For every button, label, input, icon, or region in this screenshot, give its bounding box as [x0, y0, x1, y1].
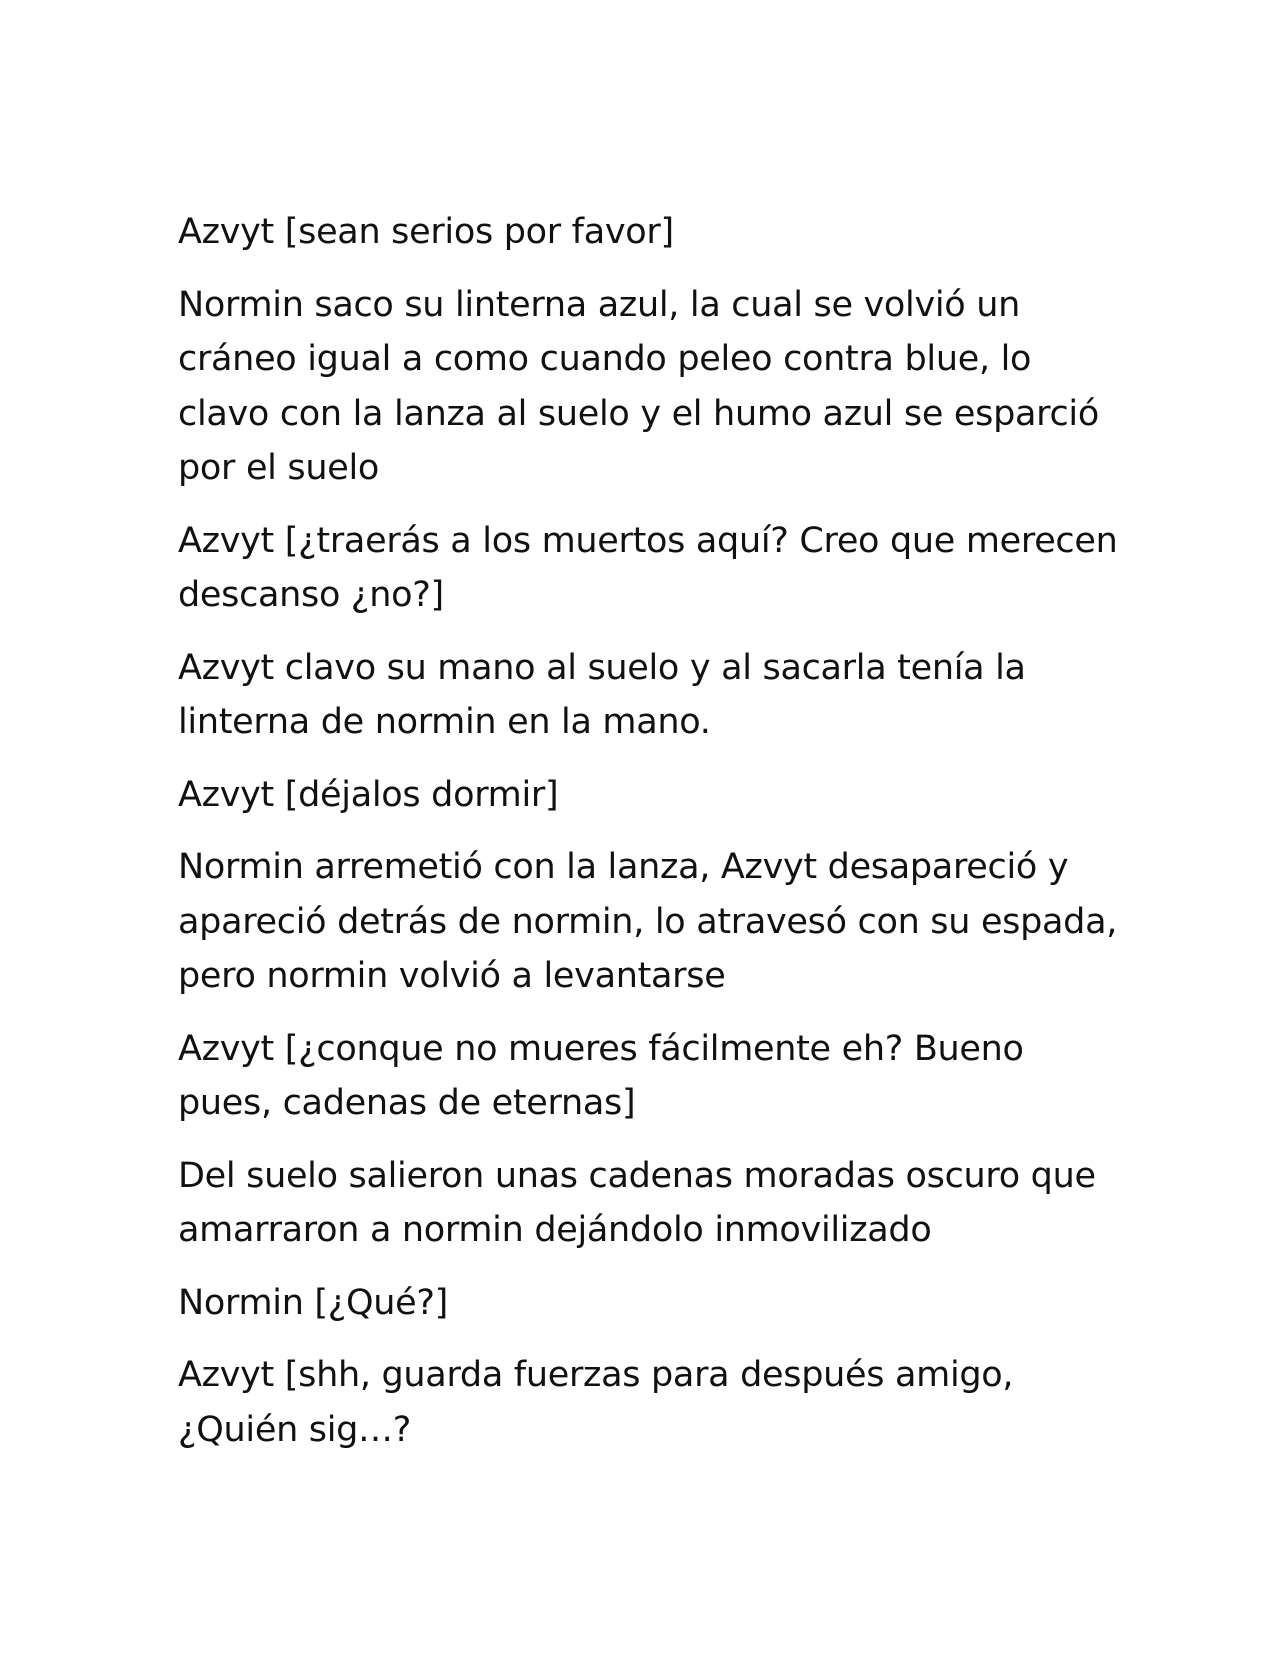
text-line: descanso ¿no?]	[178, 575, 444, 615]
text-line: Azvyt [sean serios por favor]	[178, 212, 674, 252]
text-line: Normin saco su linterna azul, la cual se volvió un	[178, 284, 1021, 325]
paragraph	[178, 1149, 1108, 1258]
text-line: pues, cadenas de eternas]	[178, 1083, 636, 1123]
paragraph	[178, 1022, 1108, 1131]
text-line: Azvyt [shh, guarda fuerzas para después amigo,	[178, 1355, 1014, 1395]
text-line: apareció detrás de normin, lo atravesó con su espada,	[178, 901, 1118, 942]
paragraph	[178, 205, 1108, 260]
text-line: clavo con la lanza al suelo y el humo azul se esparció	[178, 393, 1099, 434]
text-line: pero normin volvió a levantarse	[178, 956, 726, 996]
text-line: ¿Quién sig…?	[178, 1409, 412, 1450]
paragraph	[178, 1348, 1108, 1457]
text-line: Azvyt [déjalos dormir]	[178, 774, 559, 815]
text-line: Azvyt [¿traerás a los muertos aquí? Creo que merecen	[178, 520, 1118, 561]
text-line: Azvyt clavo su mano al suelo y al sacarla tenía la	[178, 647, 1026, 688]
text-line: amarraron a normin dejándolo inmovilizado	[178, 1210, 932, 1250]
text-line: Normin arremetió con la lanza, Azvyt desapareció y	[178, 847, 1069, 887]
text-line: Azvyt [¿conque no mueres fácilmente eh? Bueno	[178, 1028, 1024, 1069]
paragraph	[178, 514, 1118, 623]
paragraph	[178, 1276, 1108, 1331]
text-line: por el suelo	[178, 448, 380, 488]
document-body	[178, 205, 1118, 1475]
text-line: Normin [¿Qué?]	[178, 1282, 449, 1323]
paragraph	[178, 278, 1108, 496]
paragraph	[178, 840, 1118, 1004]
text-line: cráneo igual a como cuando peleo contra blue, lo	[178, 339, 1032, 379]
text-line: Del suelo salieron unas cadenas moradas oscuro que	[178, 1155, 1096, 1196]
paragraph	[178, 768, 1108, 823]
text-line: linterna de normin en la mano.	[178, 702, 711, 742]
paragraph	[178, 641, 1108, 750]
